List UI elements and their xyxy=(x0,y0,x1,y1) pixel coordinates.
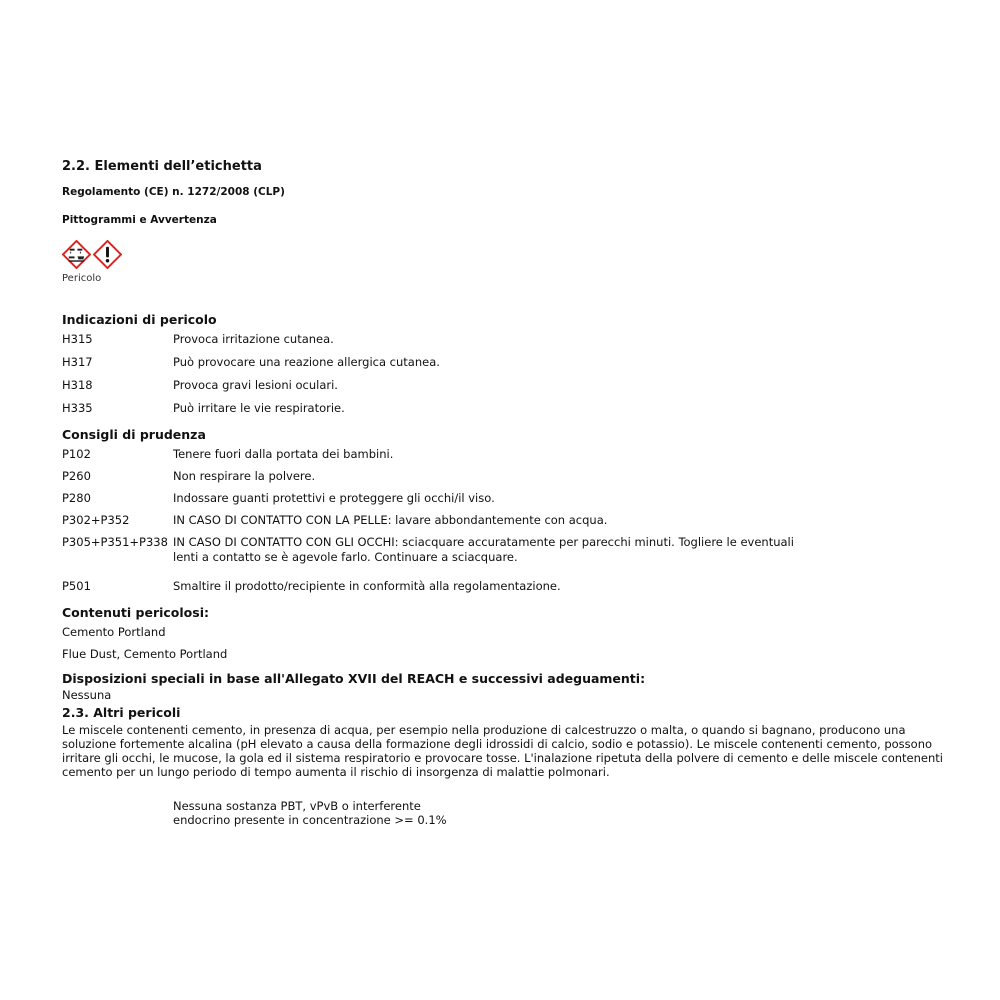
precaution-statement xyxy=(62,469,962,484)
hazard-code: H318 xyxy=(62,378,93,392)
precaution-text: Smaltire il prodotto/recipiente in conformità alla regolamentazione. xyxy=(173,579,561,593)
hazard-text: Può provocare una reazione allergica cutanea. xyxy=(173,355,440,369)
hazard-statement-list xyxy=(62,332,962,416)
hazard-code: H315 xyxy=(62,332,93,346)
hazard-statement xyxy=(62,378,962,393)
hazard-statement xyxy=(62,401,962,416)
signal-word: Pericolo xyxy=(62,273,102,284)
precaution-text: Non respirare la polvere. xyxy=(173,469,316,483)
precaution-statement-list xyxy=(62,447,962,594)
pictogram-group xyxy=(62,240,962,272)
precaution-text: Tenere fuori dalla portata dei bambini. xyxy=(173,447,394,461)
precaution-code: P102 xyxy=(62,447,91,461)
precaution-text: Indossare guanti protettivi e proteggere gli occhi/il viso. xyxy=(173,491,495,505)
document-body xyxy=(62,158,962,827)
reach-heading: Disposizioni speciali in base all'Allegato XVII del REACH e successivi adeguamenti: xyxy=(62,671,646,686)
hazard-text: Provoca irritazione cutanea. xyxy=(173,332,334,346)
precaution-code: P260 xyxy=(62,469,91,483)
precaution-statement xyxy=(62,579,962,594)
hazard-text: Provoca gravi lesioni oculari. xyxy=(173,378,338,392)
hazard-heading: Indicazioni di pericolo xyxy=(62,312,217,327)
precaution-statement xyxy=(62,491,962,506)
hazard-statement xyxy=(62,355,962,370)
corrosion-icon xyxy=(62,240,91,269)
precaution-statement xyxy=(62,535,962,565)
precaution-statement xyxy=(62,447,962,462)
hazardous-content-item: Cemento Portland xyxy=(62,625,166,639)
precaution-code: P501 xyxy=(62,579,91,593)
hazard-code: H335 xyxy=(62,401,93,415)
precaution-text: IN CASO DI CONTATTO CON LA PELLE: lavare abbondantemente con acqua. xyxy=(173,513,608,527)
exclamation-mark-icon xyxy=(93,240,122,269)
hazard-code: H317 xyxy=(62,355,93,369)
hazard-statement xyxy=(62,332,962,347)
precaution-statement xyxy=(62,513,962,528)
precaution-code: P280 xyxy=(62,491,91,505)
section-title-2-2: 2.2. Elementi dell’etichetta xyxy=(62,159,262,174)
pictograms-heading: Pittogrammi e Avvertenza xyxy=(62,214,217,226)
section-title-2-3: 2.3. Altri pericoli xyxy=(62,705,181,720)
precaution-heading: Consigli di prudenza xyxy=(62,427,206,442)
hazardous-content-item: Flue Dust, Cemento Portland xyxy=(62,647,228,661)
precaution-text: IN CASO DI CONTATTO CON GLI OCCHI: sciacquare accuratamente per parecchi minuti. Togliere le eventuali lenti a contatto se è agevole farlo. Continuare a sciacquare. xyxy=(173,535,794,564)
precaution-code: P305+P351+P338 xyxy=(62,535,168,549)
pbt-note-line-2: endocrino presente in concentrazione >= 0.1% xyxy=(173,813,447,827)
pbt-note-line-1: Nessuna sostanza PBT, vPvB o interferente xyxy=(173,799,421,813)
hazard-text: Può irritare le vie respiratorie. xyxy=(173,401,345,415)
precaution-code: P302+P352 xyxy=(62,513,130,527)
reach-value: Nessuna xyxy=(62,688,112,702)
regulation-label: Regolamento (CE) n. 1272/2008 (CLP) xyxy=(62,186,285,198)
hazardous-contents-heading: Contenuti pericolosi: xyxy=(62,605,209,620)
other-hazards-paragraph: Le miscele contenenti cemento, in presenza di acqua, per esempio nella produzione di calcestruzzo o malta, o quando si bagnano, producono una soluzione fortemente alcalina (pH elevato a causa della formazione degli idrossidi di calcio, sodio e potassio). Le miscele contenenti cemento, possono irritare gli occhi, le mucose, la gola ed il sistema respiratorio e provocare tosse. L'inalazione ripetuta della polvere di cemento e delle miscele contenenti cemento per un lungo periodo di tempo aumenta il rischio di insorgenza di malattie polmonari. xyxy=(62,723,943,779)
